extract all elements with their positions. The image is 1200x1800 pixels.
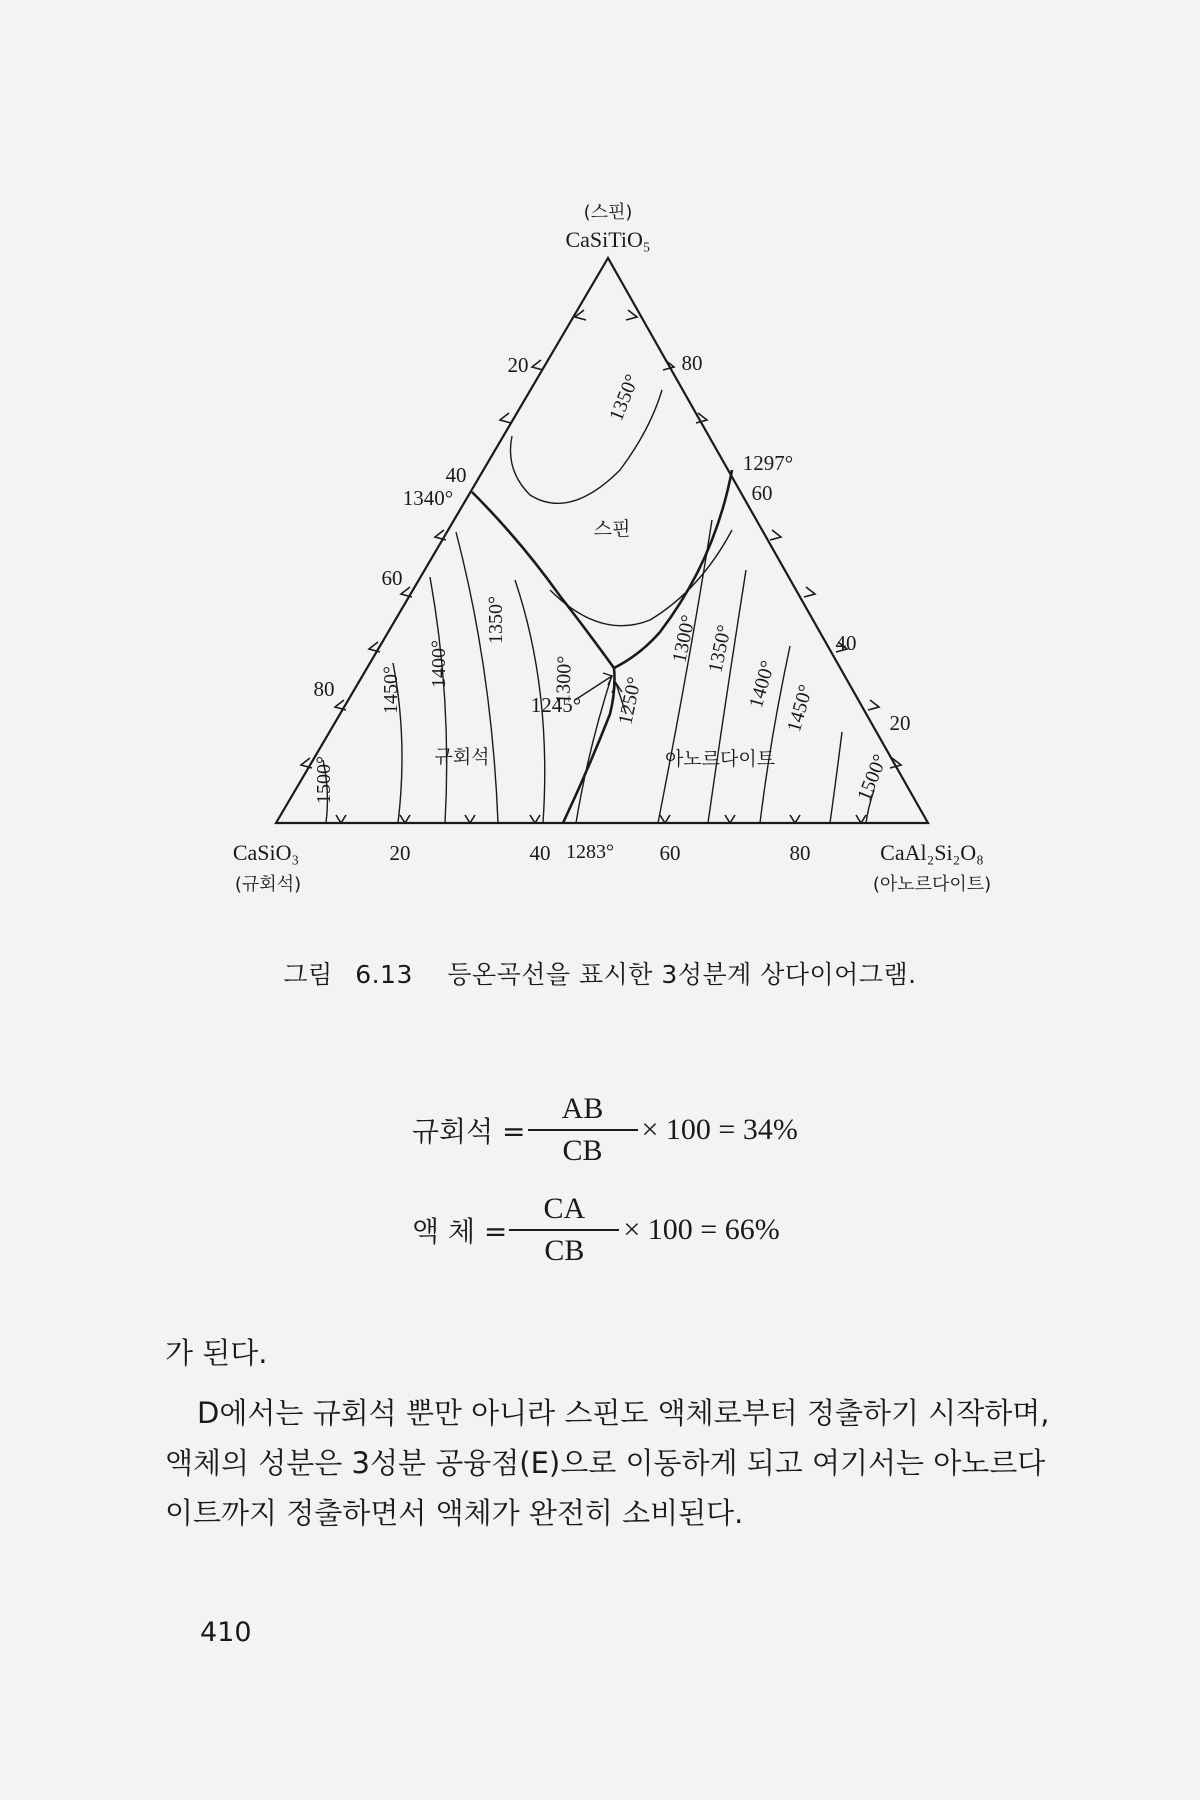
fraction-numerator: AB xyxy=(561,1092,604,1125)
isotherm-a-1300 xyxy=(658,520,712,823)
right-tick-label: 60 xyxy=(751,481,773,505)
caption-number: 6.13 xyxy=(355,960,413,989)
figure-caption xyxy=(0,955,1200,991)
isotherm-sphene-1350 xyxy=(510,390,662,503)
top-vertex-name: (스핀) xyxy=(583,202,633,223)
isotherm-label: 1300° xyxy=(552,655,576,705)
isotherm-label: 1400° xyxy=(428,640,450,688)
temp-1245: 1245° xyxy=(530,693,582,717)
left-tick-label: 60 xyxy=(381,566,403,590)
fraction xyxy=(528,1089,638,1171)
triangle-outline xyxy=(276,258,928,823)
isotherm-label: 1400° xyxy=(745,658,780,711)
isotherm-w-1350 xyxy=(456,532,498,823)
equation-rhs: × 100 = 66% xyxy=(623,1213,780,1246)
caption-text: 등온곡선을 표시한 3성분계 상다이어그램. xyxy=(447,960,917,989)
isotherm-label: 1500° xyxy=(313,756,335,804)
bottom-tick-label: 80 xyxy=(789,841,811,865)
temp-1340: 1340° xyxy=(402,486,454,510)
equation-wollastonite xyxy=(412,1080,798,1180)
temp-1297: 1297° xyxy=(742,451,794,475)
page-number: 410 xyxy=(200,1617,252,1648)
region-label-sphene: 스핀 xyxy=(593,518,631,540)
isotherm-a-1250 xyxy=(576,675,612,823)
isotherm-label: 1350° xyxy=(605,371,644,425)
isotherm-a-1350 xyxy=(708,570,746,823)
right-tick-label: 20 xyxy=(889,711,911,735)
fraction-numerator: CA xyxy=(543,1192,586,1225)
bottom-tick-label: 20 xyxy=(389,841,411,865)
equation-rhs: × 100 = 34% xyxy=(641,1113,798,1146)
equation-lhs: 액 체 = xyxy=(412,1215,508,1248)
bottom-tick-label: 40 xyxy=(529,841,551,865)
isotherm-sphene-1300 xyxy=(550,530,732,626)
right-vertex-name: (아노르다이트) xyxy=(872,874,992,895)
isotherm-label: 1350° xyxy=(485,596,507,644)
bottom-tick-label: 60 xyxy=(659,841,681,865)
fraction-denominator: CB xyxy=(562,1134,603,1167)
isotherm-label: 1350° xyxy=(704,622,736,675)
isotherm-w-1400 xyxy=(430,577,447,823)
region-label-wollastonite: 규회석 xyxy=(434,746,490,768)
caption-prefix: 그림 xyxy=(283,960,333,989)
fraction xyxy=(509,1189,619,1271)
right-tick-label: 40 xyxy=(835,631,857,655)
isotherm-label: 1500° xyxy=(853,751,892,805)
temp-1283: 1283° xyxy=(566,841,614,863)
left-vertex-name: (규회석) xyxy=(234,874,302,895)
isotherm-label: 1250° xyxy=(614,674,646,727)
isotherm-label: 1450° xyxy=(783,682,818,735)
isotherm-a-1450 xyxy=(830,732,842,823)
top-vertex-formula: CaSiTiO₅ xyxy=(565,227,651,252)
region-label-anorthite: 아노르다이트 xyxy=(664,748,776,770)
fraction-denominator: CB xyxy=(544,1234,585,1267)
left-tick-label: 20 xyxy=(507,353,529,377)
left-vertex-formula: CaSiO₃ xyxy=(232,840,300,865)
paragraph-2: D에서는 규회석 뿐만 아니라 스핀도 액체로부터 정출하기 시작하며, 액체의 성분은 3성분 공융점(E)으로 이동하게 되고 여기서는 아노르다이트까지 정출하면서 액체가 완전히 소비된다. xyxy=(165,1396,1050,1530)
right-tick-label: 80 xyxy=(681,351,703,375)
left-tick-label: 40 xyxy=(445,463,467,487)
isotherm-label: 1450° xyxy=(380,666,402,714)
paragraph-1: 가 된다. xyxy=(165,1336,268,1370)
left-tick-label: 80 xyxy=(313,677,335,701)
equation-lhs: 규회석 = xyxy=(412,1115,526,1148)
isotherm-label: 1300° xyxy=(668,612,700,665)
equation-liquid xyxy=(412,1180,780,1280)
right-vertex-formula: CaAl₂Si₂O₈ xyxy=(880,840,984,865)
